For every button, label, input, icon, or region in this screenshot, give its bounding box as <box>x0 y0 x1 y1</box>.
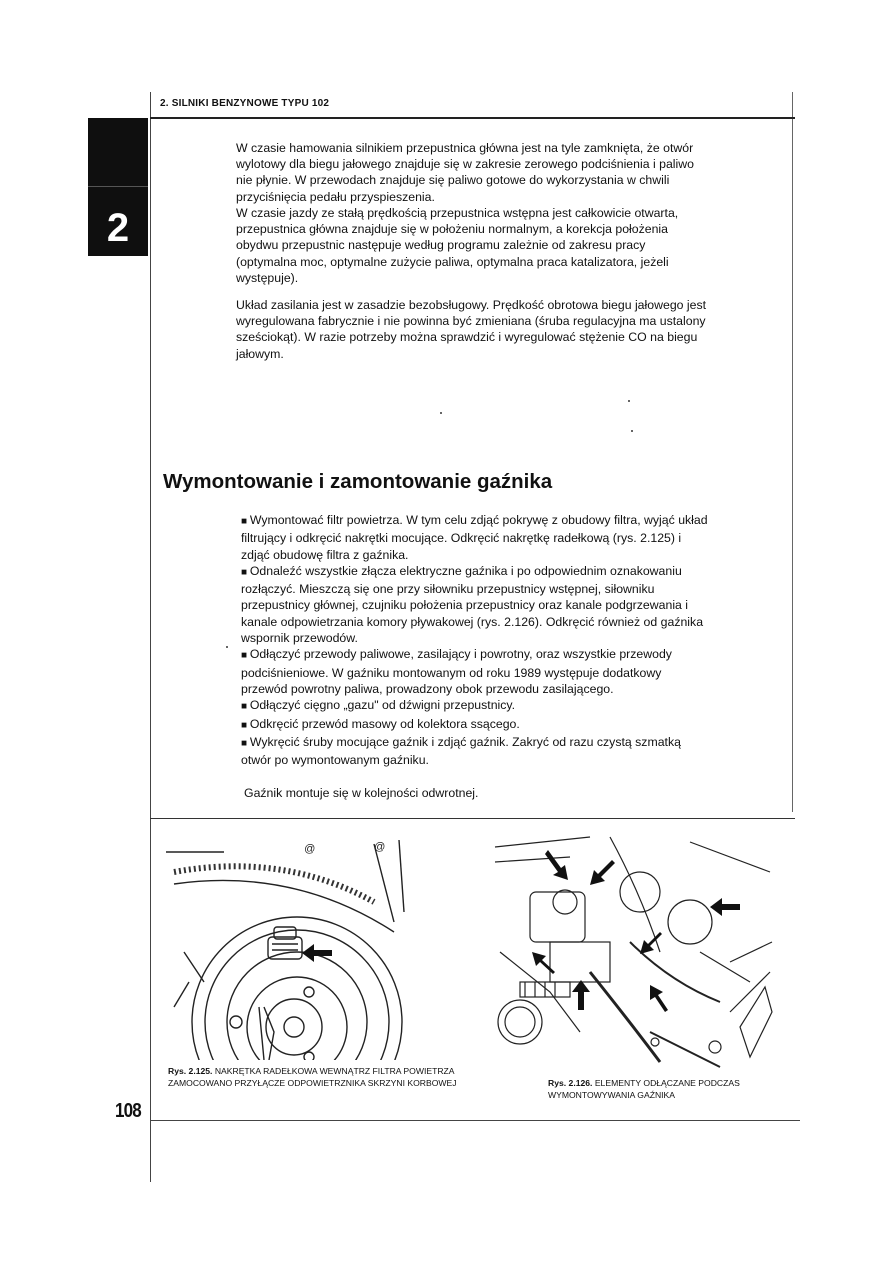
pointer-arrows <box>532 850 740 1012</box>
figure-caption-2-125 <box>168 1065 468 1089</box>
pointer-arrow-icon <box>590 860 615 885</box>
scan-speck <box>628 400 630 402</box>
procedure-step: ■ Odnaleźć wszystkie złącza elektryczne gaźnika i po odpowiednim oznakowaniu rozłączyć. Mieszczą się one przy siłowniku przepustnicy wstępnej, siłowniku przepustnicy głównej, czujniku położenia przepustnicy oraz kanale podgrzewania i kanale odpowietrzania komory pływakowej (rys. 2.126). Odkręcić również od gaźnika wspornik przewodów. <box>241 563 711 646</box>
figure-label: Rys. 2.125. <box>168 1066 213 1076</box>
pointer-arrow-icon <box>640 932 662 954</box>
procedure-step: ■ Wymontować filtr powietrza. W tym celu zdjąć pokrywę z obudowy filtra, wyjąć układ filtrujący i odkręcić nakrętki mocujące. Odkręcić nakrętkę radełkową (rys. 2.125) i zdjąć obudowę filtra z gaźnika. <box>241 512 711 563</box>
pointer-arrow-icon <box>650 985 668 1012</box>
figure-mark: @ <box>304 843 316 855</box>
pointer-arrow-icon <box>545 850 568 880</box>
scan-speck <box>631 430 633 432</box>
procedure-step: ■ Odłączyć cięgno „gazu" od dźwigni przepustnicy. <box>241 697 711 715</box>
figure-mark: @ <box>374 841 386 853</box>
pointer-arrow-icon <box>532 952 555 974</box>
pointer-arrow-icon <box>710 898 740 916</box>
scan-speck <box>440 412 442 414</box>
intro-paragraph: W czasie jazdy ze stałą prędkością przepustnica wstępna jest całkowicie otwarta, przepustnica główna znajduje się w położeniu normalnym, a korekcja położenia obydwu przepustnic następuje według programu zależnie od zakresu pracy (optymalna moc, optymalne zużycie paliwa, optymalna praca katalizatora, jeżeli występuje). <box>236 206 679 285</box>
procedure-steps <box>241 512 711 768</box>
footer-rule <box>150 1120 800 1121</box>
closing-note: Gaźnik montuje się w kolejności odwrotnej. <box>244 786 479 800</box>
figure-caption-2-126 <box>548 1077 798 1101</box>
procedure-step: ■ Odkręcić przewód masowy od kolektora ssącego. <box>241 716 711 734</box>
running-head: 2. SILNIKI BENZYNOWE TYPU 102 <box>160 98 330 109</box>
figures-rule <box>150 818 795 819</box>
figure-air-filter-nut <box>164 832 430 1060</box>
chapter-tab-divider <box>88 186 148 187</box>
procedure-step: ■ Odłączyć przewody paliwowe, zasilający i powrotny, oraz wszystkie przewody podciśnieniowe. W gaźniku montowanym od roku 1989 występuje dodatkowy przewód powrotny paliwa, prowadzony obok przewodu zasilającego. <box>241 646 711 697</box>
figure-label: Rys. 2.126. <box>548 1078 593 1088</box>
scan-speck <box>226 646 228 648</box>
right-margin-rule <box>792 92 793 812</box>
chapter-tab-number: 2 <box>106 206 130 250</box>
procedure-step: ■ Wykręcić śruby mocujące gaźnik i zdjąć gaźnik. Zakryć od razu czystą szmatką otwór po wymontowanym gaźniku. <box>241 734 711 769</box>
intro-paragraph: W czasie hamowania silnikiem przepustnica główna jest na tyle zamknięta, że otwór wylotowy dla biegu jałowego znajduje się w zakresie zerowego podciśnienia i paliwo nie płynie. W przewodach znajduje się paliwo gotowe do wykorzystania w chwili przyciśnięcia pedału przyspieszenia. <box>236 141 694 204</box>
figure-carburettor-elements <box>490 832 774 1070</box>
figure-caption-text: NAKRĘTKA RADEŁKOWA WEWNĄTRZ FILTRA POWIETRZA ZAMOCOWANO PRZYŁĄCZE ODPOWIETRZNIKA SKRZYNI KORBOWEJ <box>168 1066 457 1089</box>
pointer-arrow-icon <box>572 980 590 1010</box>
figure-caption-text: ELEMENTY ODŁĄCZANE PODCZAS WYMONTOWYWANIA GAŹNIKA <box>548 1078 740 1101</box>
section-title: Wymontowanie i zamontowanie gaźnika <box>163 470 553 493</box>
header-rule <box>150 117 795 119</box>
page-number: 108 <box>115 1100 141 1122</box>
left-margin-rule <box>150 92 151 1182</box>
intro-paragraph: Układ zasilania jest w zasadzie bezobsługowy. Prędkość obrotowa biegu jałowego jest wyregulowana fabrycznie i nie powinna być zmieniana (śruba regulacyjna ma ustalony sześciokąt). W razie potrzeby można sprawdzić i wyregulować stężenie CO na biegu jałowym. <box>236 298 707 361</box>
